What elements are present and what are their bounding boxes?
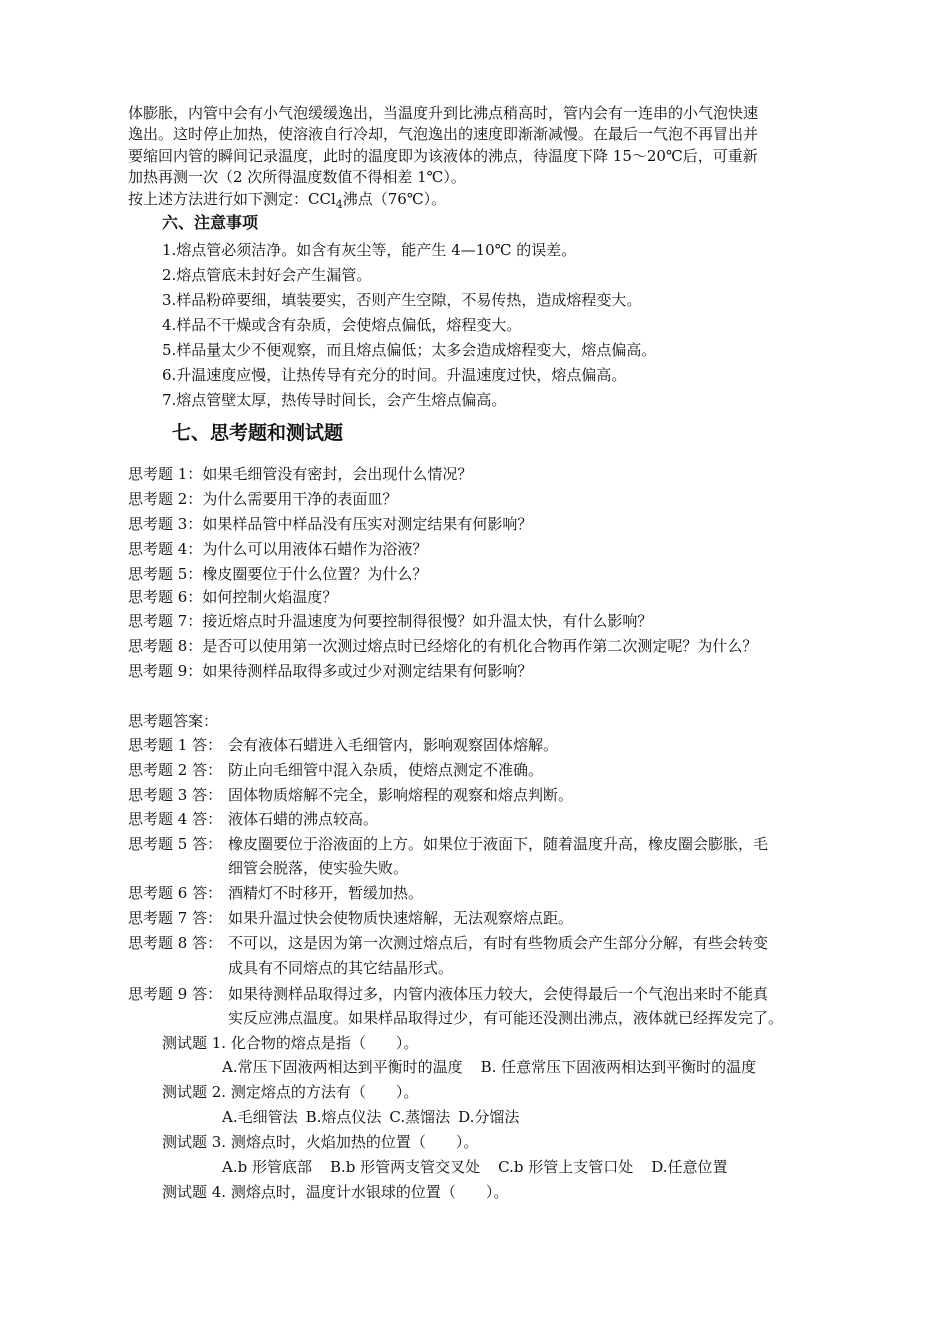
measure-line xyxy=(128,189,446,215)
answer-label: 思考题 5 答： xyxy=(128,835,223,853)
answer-9 xyxy=(128,984,768,1004)
question-3 xyxy=(128,514,532,534)
question-text: 橡皮圈要位于什么位置？为什么？ xyxy=(202,565,428,583)
question-1 xyxy=(128,464,472,484)
answer-text: 会有液体石蜡进入毛细管内，影响观察固体熔解。 xyxy=(228,736,559,754)
answer-9-continued: 实反应沸点温度。如果样品取得过少，有可能还没测出沸点，液体就已经挥发完了。 xyxy=(228,1009,784,1027)
answer-text: 防止向毛细管中混入杂质，使熔点测定不准确。 xyxy=(228,761,544,779)
question-text: 为什么需要用干净的表面皿？ xyxy=(202,490,398,508)
measure-subscript: 4 xyxy=(335,198,343,211)
test-option: D.任意位置 xyxy=(651,1158,728,1176)
question-text: 为什么可以用液体石蜡作为浴液？ xyxy=(202,540,428,558)
question-label: 思考题 7： xyxy=(128,612,203,630)
test-options-3 xyxy=(222,1157,746,1177)
note-item-5: 5.样品量太少不便观察，而且熔点偏低；太多会造成熔程变大，熔点偏高。 xyxy=(162,341,657,359)
intro-line-4: 加热再测一次（2 次所得温度数值不得相差 1℃）。 xyxy=(128,168,466,186)
question-label: 思考题 3： xyxy=(128,515,203,533)
intro-line-1: 体膨胀，内管中会有小气泡缓缓逸出，当温度升到比沸点稍高时，管内会有一连串的小气泡快速 xyxy=(128,104,759,122)
answer-label: 思考题 8 答： xyxy=(128,934,223,952)
answer-8-continued: 成具有不同熔点的其它结晶形式。 xyxy=(228,959,454,977)
question-4 xyxy=(128,539,427,559)
intro-line-2: 逸出。这时停止加热，使溶液自行冷却，气泡逸出的速度即渐渐减慢。在最后一气泡不再冒出并 xyxy=(128,125,759,143)
answer-text: 液体石蜡的沸点较高。 xyxy=(228,810,379,828)
test-option: B. 任意常压下固液两相达到平衡时的温度 xyxy=(480,1058,757,1076)
question-text: 接近熔点时升温速度为何要控制得很慢？如升温太快，有什么影响？ xyxy=(202,612,653,630)
test-option: D.分馏法 xyxy=(458,1108,520,1126)
test-option: C.b 形管上支管口处 xyxy=(498,1158,634,1176)
question-text: 是否可以使用第一次测过熔点时已经熔化的有机化合物再作第二次测定呢？为什么？ xyxy=(202,637,758,655)
answer-label: 思考题 9 答： xyxy=(128,985,223,1003)
answer-label: 思考题 7 答： xyxy=(128,909,223,927)
note-item-2: 2.熔点管底未封好会产生漏管。 xyxy=(162,266,372,284)
question-text: 如果毛细管没有密封，会出现什么情况？ xyxy=(202,465,473,483)
answer-label: 思考题 6 答： xyxy=(128,884,223,902)
answer-8 xyxy=(128,933,768,953)
answer-5 xyxy=(128,834,768,854)
answer-label: 思考题 3 答： xyxy=(128,786,223,804)
answer-4 xyxy=(128,809,378,829)
answer-text: 如果待测样品取得过多，内管内液体压力较大，会使得最后一个气泡出来时不能真 xyxy=(228,985,769,1003)
answer-label: 思考题 1 答： xyxy=(128,736,223,754)
answer-text: 如果升温过快会使物质快速熔解，无法观察熔点距。 xyxy=(228,909,574,927)
test-question-4: 测试题 4. 测熔点时，温度计水银球的位置（ ）。 xyxy=(162,1183,509,1201)
answer-text: 酒精灯不时移开，暂缓加热。 xyxy=(228,884,424,902)
note-item-4: 4.样品不干燥或含有杂质，会使熔点偏低，熔程变大。 xyxy=(162,316,522,334)
question-7 xyxy=(128,611,652,631)
answer-label: 思考题 2 答： xyxy=(128,761,223,779)
question-5 xyxy=(128,564,427,584)
test-question-1: 测试题 1. 化合物的熔点是指（ ）。 xyxy=(162,1034,419,1052)
question-label: 思考题 2： xyxy=(128,490,203,508)
question-9 xyxy=(128,661,532,681)
test-option: A.b 形管底部 xyxy=(222,1158,312,1176)
answers-title: 思考题答案： xyxy=(128,712,219,730)
measure-prefix: 按上述方法进行如下测定：CCl xyxy=(128,190,336,208)
question-label: 思考题 8： xyxy=(128,637,203,655)
section7-title: 七、思考题和测试题 xyxy=(172,422,344,444)
question-text: 如果样品管中样品没有压实对测定结果有何影响？ xyxy=(202,515,533,533)
note-item-7: 7.熔点管壁太厚，热传导时间长，会产生熔点偏高。 xyxy=(162,391,507,409)
answer-3 xyxy=(128,785,573,805)
intro-line-3: 要缩回内管的瞬间记录温度，此时的温度即为该液体的沸点，待温度下降 15～20℃后，可重新 xyxy=(128,147,758,165)
measure-suffix: 沸点（76℃）。 xyxy=(342,190,447,208)
question-6 xyxy=(128,587,337,607)
answer-text: 橡皮圈要位于浴液面的上方。如果位于液面下，随着温度升高，橡皮圈会膨胀，毛 xyxy=(228,835,769,853)
test-question-3: 测试题 3. 测熔点时，火焰加热的位置（ ）。 xyxy=(162,1133,479,1151)
note-item-1: 1.熔点管必须洁净。如含有灰尘等，能产生 4—10℃ 的误差。 xyxy=(162,241,577,259)
test-question-2: 测试题 2. 测定熔点的方法有（ ）。 xyxy=(162,1083,419,1101)
answer-6 xyxy=(128,883,423,903)
question-text: 如果待测样品取得多或过少对测定结果有何影响？ xyxy=(202,662,533,680)
test-options-1 xyxy=(222,1057,774,1077)
answer-2 xyxy=(128,760,543,780)
test-option: B.b 形管两支管交叉处 xyxy=(329,1158,481,1176)
question-label: 思考题 5： xyxy=(128,565,203,583)
section6-title: 六、注意事项 xyxy=(162,213,259,232)
answer-text: 不可以，这是因为第一次测过熔点后，有时有些物质会产生部分分解，有些会转变 xyxy=(228,934,769,952)
test-option: A.毛细管法 xyxy=(222,1108,298,1126)
answer-7 xyxy=(128,908,573,928)
question-8 xyxy=(128,636,757,656)
question-2 xyxy=(128,489,397,509)
question-label: 思考题 1： xyxy=(128,465,203,483)
answer-1 xyxy=(128,735,558,755)
question-label: 思考题 6： xyxy=(128,588,203,606)
test-option: A.常压下固液两相达到平衡时的温度 xyxy=(222,1058,463,1076)
answer-5-continued: 细管会脱落，使实验失败。 xyxy=(228,859,409,877)
answer-label: 思考题 4 答： xyxy=(128,810,223,828)
test-option: C.蒸馏法 xyxy=(389,1108,451,1126)
note-item-6: 6.升温速度应慢，让热传导有充分的时间。升温速度过快，熔点偏高。 xyxy=(162,366,627,384)
question-text: 如何控制火焰温度？ xyxy=(202,588,338,606)
test-options-2 xyxy=(222,1107,537,1127)
question-label: 思考题 9： xyxy=(128,662,203,680)
test-option: B.熔点仪法 xyxy=(305,1108,382,1126)
answer-text: 固体物质熔解不完全，影响熔程的观察和熔点判断。 xyxy=(228,786,574,804)
note-item-3: 3.样品粉碎要细，填装要实，否则产生空隙，不易传热，造成熔程变大。 xyxy=(162,291,642,309)
question-label: 思考题 4： xyxy=(128,540,203,558)
